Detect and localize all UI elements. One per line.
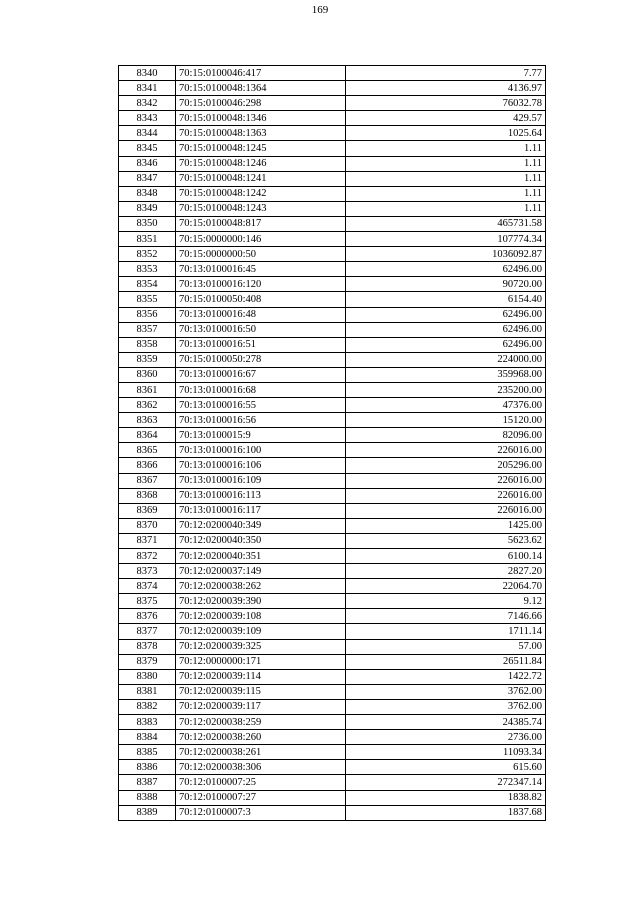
cadastral-number: 70:13:0100016:120 [176,277,346,292]
value-cell: 226016.00 [346,473,546,488]
value-cell: 7146.66 [346,609,546,624]
value-cell: 1838.82 [346,790,546,805]
table-row [119,66,546,81]
value-cell: 205296.00 [346,458,546,473]
row-number: 8363 [119,413,176,428]
value-cell: 57.00 [346,639,546,654]
table-row [119,337,546,352]
row-number: 8385 [119,745,176,760]
cadastral-number: 70:15:0100050:278 [176,352,346,367]
table-body [119,66,546,821]
table-row [119,699,546,714]
table-row [119,141,546,156]
row-number: 8376 [119,609,176,624]
cadastral-number: 70:12:0200039:325 [176,639,346,654]
table-row [119,428,546,443]
row-number: 8379 [119,654,176,669]
value-cell: 272347.14 [346,775,546,790]
row-number: 8374 [119,579,176,594]
cadastral-number: 70:12:0100007:27 [176,790,346,805]
cadastral-number: 70:13:0100016:45 [176,262,346,277]
row-number: 8346 [119,156,176,171]
row-number: 8344 [119,126,176,141]
cadastral-number: 70:15:0000000:50 [176,247,346,262]
table-row [119,639,546,654]
value-cell: 11093.34 [346,745,546,760]
value-cell: 2736.00 [346,730,546,745]
table-row [119,382,546,397]
row-number: 8387 [119,775,176,790]
table-row [119,111,546,126]
value-cell: 6100.14 [346,549,546,564]
value-cell: 235200.00 [346,382,546,397]
table-row [119,669,546,684]
value-cell: 1.11 [346,156,546,171]
value-cell: 3762.00 [346,699,546,714]
cadastral-number: 70:13:0100016:48 [176,307,346,322]
value-cell: 1.11 [346,201,546,216]
cadastral-number: 70:12:0200039:108 [176,609,346,624]
value-cell: 465731.58 [346,216,546,231]
value-cell: 1711.14 [346,624,546,639]
value-cell: 62496.00 [346,307,546,322]
value-cell: 5623.62 [346,533,546,548]
row-number: 8350 [119,216,176,231]
cadastral-number: 70:15:0100048:1241 [176,171,346,186]
cadastral-number: 70:12:0200040:351 [176,549,346,564]
row-number: 8370 [119,518,176,533]
value-cell: 224000.00 [346,352,546,367]
value-cell: 62496.00 [346,322,546,337]
cadastral-number: 70:12:0000000:171 [176,654,346,669]
cadastral-number: 70:15:0100048:1243 [176,201,346,216]
cadastral-number: 70:15:0100048:1245 [176,141,346,156]
value-cell: 1837.68 [346,805,546,820]
cadastral-number: 70:15:0100048:1242 [176,186,346,201]
cadastral-number: 70:12:0200037:149 [176,564,346,579]
value-cell: 26511.84 [346,654,546,669]
row-number: 8373 [119,564,176,579]
cadastral-number: 70:13:0100016:55 [176,398,346,413]
cadastral-number: 70:12:0100007:25 [176,775,346,790]
table-row [119,232,546,247]
row-number: 8362 [119,398,176,413]
value-cell: 62496.00 [346,262,546,277]
value-cell: 22064.70 [346,579,546,594]
row-number: 8347 [119,171,176,186]
table-row [119,322,546,337]
row-number: 8386 [119,760,176,775]
cadastral-number: 70:13:0100016:106 [176,458,346,473]
cadastral-number: 70:12:0200039:117 [176,699,346,714]
cadastral-number: 70:15:0000000:146 [176,232,346,247]
cadastral-number: 70:12:0200040:349 [176,518,346,533]
row-number: 8369 [119,503,176,518]
row-number: 8354 [119,277,176,292]
row-number: 8377 [119,624,176,639]
cadastral-number: 70:13:0100016:67 [176,367,346,382]
table-row [119,533,546,548]
row-number: 8352 [119,247,176,262]
row-number: 8353 [119,262,176,277]
table-row [119,367,546,382]
cadastral-number: 70:12:0200038:306 [176,760,346,775]
cadastral-number: 70:15:0100050:408 [176,292,346,307]
value-cell: 7.77 [346,66,546,81]
value-cell: 107774.34 [346,232,546,247]
table-row [119,564,546,579]
value-cell: 1025.64 [346,126,546,141]
table-row [119,156,546,171]
table-row [119,715,546,730]
table-row [119,171,546,186]
value-cell: 1036092.87 [346,247,546,262]
row-number: 8388 [119,790,176,805]
row-number: 8341 [119,81,176,96]
row-number: 8372 [119,549,176,564]
value-cell: 76032.78 [346,96,546,111]
table-row [119,654,546,669]
table-row [119,745,546,760]
row-number: 8382 [119,699,176,714]
data-table [118,65,546,821]
value-cell: 429.57 [346,111,546,126]
row-number: 8375 [119,594,176,609]
cadastral-number: 70:12:0200039:114 [176,669,346,684]
value-cell: 24385.74 [346,715,546,730]
row-number: 8359 [119,352,176,367]
table-row [119,805,546,820]
value-cell: 2827.20 [346,564,546,579]
cadastral-number: 70:12:0200040:350 [176,533,346,548]
value-cell: 226016.00 [346,488,546,503]
cadastral-number: 70:15:0100046:298 [176,96,346,111]
table-row [119,609,546,624]
table-row [119,216,546,231]
row-number: 8364 [119,428,176,443]
page-number: 169 [311,4,329,16]
value-cell: 1.11 [346,186,546,201]
row-number: 8361 [119,382,176,397]
cadastral-number: 70:15:0100048:1346 [176,111,346,126]
row-number: 8349 [119,201,176,216]
cadastral-number: 70:13:0100016:113 [176,488,346,503]
value-cell: 226016.00 [346,443,546,458]
table-row [119,624,546,639]
row-number: 8343 [119,111,176,126]
cadastral-number: 70:13:0100016:68 [176,382,346,397]
row-number: 8360 [119,367,176,382]
row-number: 8389 [119,805,176,820]
cadastral-number: 70:13:0100016:117 [176,503,346,518]
value-cell: 3762.00 [346,684,546,699]
value-cell: 6154.40 [346,292,546,307]
row-number: 8356 [119,307,176,322]
cadastral-number: 70:12:0200038:259 [176,715,346,730]
value-cell: 1.11 [346,171,546,186]
value-cell: 9.12 [346,594,546,609]
value-cell: 15120.00 [346,413,546,428]
table-row [119,277,546,292]
value-cell: 1425.00 [346,518,546,533]
cadastral-number: 70:15:0100048:1363 [176,126,346,141]
row-number: 8342 [119,96,176,111]
row-number: 8366 [119,458,176,473]
table-row [119,292,546,307]
table-row [119,775,546,790]
table-row [119,186,546,201]
row-number: 8384 [119,730,176,745]
table-row [119,443,546,458]
row-number: 8365 [119,443,176,458]
cadastral-number: 70:12:0200039:109 [176,624,346,639]
table-row [119,307,546,322]
table-row [119,81,546,96]
cadastral-number: 70:13:0100015:9 [176,428,346,443]
row-number: 8378 [119,639,176,654]
table-row [119,96,546,111]
cadastral-number: 70:13:0100016:56 [176,413,346,428]
row-number: 8351 [119,232,176,247]
table-row [119,413,546,428]
row-number: 8340 [119,66,176,81]
row-number: 8371 [119,533,176,548]
cadastral-number: 70:13:0100016:100 [176,443,346,458]
table-row [119,549,546,564]
row-number: 8367 [119,473,176,488]
value-cell: 82096.00 [346,428,546,443]
cadastral-number: 70:12:0200039:115 [176,684,346,699]
value-cell: 226016.00 [346,503,546,518]
table-row [119,126,546,141]
row-number: 8368 [119,488,176,503]
value-cell: 4136.97 [346,81,546,96]
cadastral-number: 70:12:0200038:261 [176,745,346,760]
table-row [119,247,546,262]
table-row [119,503,546,518]
table-row [119,594,546,609]
cadastral-number: 70:15:0100048:1364 [176,81,346,96]
row-number: 8357 [119,322,176,337]
table-row [119,398,546,413]
table-row [119,518,546,533]
row-number: 8383 [119,715,176,730]
table-row [119,488,546,503]
row-number: 8348 [119,186,176,201]
table-row [119,458,546,473]
table-row [119,684,546,699]
value-cell: 90720.00 [346,277,546,292]
cadastral-number: 70:15:0100048:1246 [176,156,346,171]
table-row [119,201,546,216]
value-cell: 62496.00 [346,337,546,352]
row-number: 8380 [119,669,176,684]
value-cell: 47376.00 [346,398,546,413]
table-row [119,790,546,805]
value-cell: 1422.72 [346,669,546,684]
cadastral-number: 70:13:0100016:109 [176,473,346,488]
row-number: 8355 [119,292,176,307]
row-number: 8358 [119,337,176,352]
cadastral-number: 70:15:0100048:817 [176,216,346,231]
table-row [119,760,546,775]
value-cell: 1.11 [346,141,546,156]
cadastral-number: 70:12:0100007:3 [176,805,346,820]
cadastral-number: 70:15:0100046:417 [176,66,346,81]
cadastral-number: 70:12:0200039:390 [176,594,346,609]
table-row [119,473,546,488]
row-number: 8381 [119,684,176,699]
table-row [119,352,546,367]
table-row [119,730,546,745]
table-row [119,579,546,594]
cadastral-number: 70:12:0200038:260 [176,730,346,745]
value-cell: 359968.00 [346,367,546,382]
cadastral-number: 70:12:0200038:262 [176,579,346,594]
table-row [119,262,546,277]
value-cell: 615.60 [346,760,546,775]
cadastral-number: 70:13:0100016:50 [176,322,346,337]
row-number: 8345 [119,141,176,156]
cadastral-number: 70:13:0100016:51 [176,337,346,352]
